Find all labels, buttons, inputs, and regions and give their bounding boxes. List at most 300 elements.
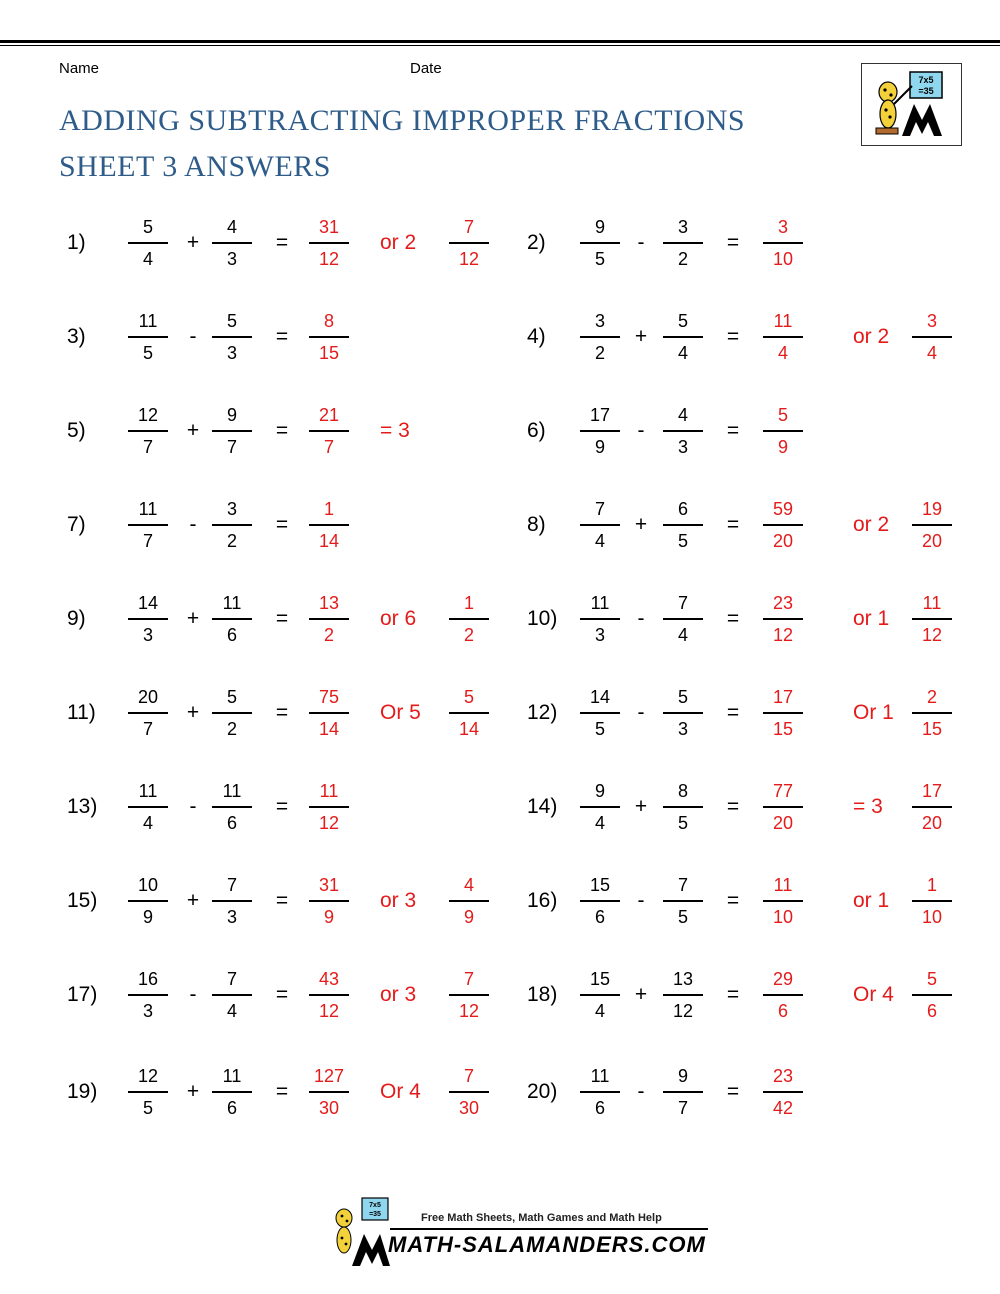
- footer-logo-text-bottom: =35: [369, 1211, 381, 1218]
- fraction-b: [663, 684, 703, 743]
- mixed-fraction-numerator: 17: [921, 781, 943, 801]
- answer-fraction-bar: [309, 430, 349, 432]
- fraction-b-numerator: 13: [672, 969, 694, 989]
- answer-fraction: [763, 402, 803, 461]
- equals-sign: =: [275, 513, 289, 536]
- answer-fraction-bar: [309, 806, 349, 808]
- fraction-b-denominator: 6: [226, 1098, 237, 1118]
- fraction-a-denominator: 5: [142, 1098, 153, 1118]
- fraction-a-numerator: 11: [590, 1066, 610, 1086]
- mixed-fraction: [449, 1063, 489, 1122]
- problem-20: [527, 1063, 967, 1123]
- fraction-b-denominator: 3: [677, 719, 688, 739]
- problem-number: 6): [527, 419, 546, 442]
- fraction-b-denominator: 2: [677, 249, 688, 269]
- answer-fraction-numerator: 29: [772, 969, 794, 989]
- equals-sign: =: [275, 325, 289, 348]
- mixed-fraction-denominator: 20: [921, 531, 943, 551]
- fraction-b-denominator: 7: [226, 437, 237, 457]
- fraction-a: [128, 1063, 168, 1122]
- fraction-a: [580, 590, 620, 649]
- fraction-a: [128, 214, 168, 273]
- fraction-b-denominator: 3: [677, 437, 688, 457]
- equals-sign: =: [275, 607, 289, 630]
- mixed-fraction-numerator: 7: [463, 969, 474, 989]
- operator: +: [186, 231, 200, 254]
- fraction-b-bar: [212, 712, 252, 714]
- fraction-a-denominator: 5: [594, 249, 605, 269]
- answer-fraction: [763, 778, 803, 837]
- answer-fraction-numerator: 31: [318, 875, 340, 895]
- fraction-b: [663, 308, 703, 367]
- mixed-number-prefix: or 2: [853, 513, 890, 536]
- problem-number: 9): [67, 607, 86, 630]
- mixed-fraction: [912, 872, 952, 931]
- fraction-a: [128, 778, 168, 837]
- operator: -: [637, 231, 645, 254]
- fraction-a-bar: [128, 430, 168, 432]
- mixed-fraction-numerator: 7: [463, 1066, 474, 1086]
- mixed-fraction: [449, 966, 489, 1025]
- answer-fraction-denominator: 2: [323, 625, 334, 645]
- fraction-a-bar: [580, 900, 620, 902]
- problem-number: 16): [527, 889, 558, 912]
- equals-sign: =: [726, 983, 740, 1006]
- fraction-a: [580, 214, 620, 273]
- fraction-b-bar: [663, 712, 703, 714]
- mixed-number-prefix: Or 5: [380, 701, 421, 724]
- answer-fraction: [763, 308, 803, 367]
- answer-fraction-numerator: 13: [318, 593, 340, 613]
- fraction-b-numerator: 4: [677, 405, 688, 425]
- mixed-fraction-bar: [912, 806, 952, 808]
- answer-fraction-bar: [309, 994, 349, 996]
- mixed-number-prefix: or 1: [853, 889, 890, 912]
- fraction-a-denominator: 7: [142, 719, 153, 739]
- operator: +: [186, 1080, 200, 1103]
- fraction-a: [128, 684, 168, 743]
- mixed-fraction: [449, 872, 489, 931]
- fraction-b: [212, 402, 252, 461]
- answer-fraction-bar: [309, 242, 349, 244]
- answer-fraction-numerator: 77: [772, 781, 794, 801]
- fraction-a-denominator: 4: [594, 1001, 605, 1021]
- mixed-fraction: [449, 684, 489, 743]
- fraction-b: [212, 590, 252, 649]
- mixed-fraction: [449, 590, 489, 649]
- mixed-fraction-denominator: 4: [926, 343, 937, 363]
- fraction-a-numerator: 11: [138, 499, 158, 519]
- problem-10: [527, 590, 967, 650]
- answer-fraction-bar: [309, 618, 349, 620]
- answer-fraction-denominator: 15: [318, 343, 340, 363]
- mixed-number-prefix: Or 4: [380, 1080, 421, 1103]
- mixed-fraction-numerator: 5: [463, 687, 474, 707]
- answer-fraction: [763, 496, 803, 555]
- date-label: Date: [410, 60, 442, 77]
- fraction-a-denominator: 6: [594, 907, 605, 927]
- fraction-b-numerator: 11: [222, 593, 242, 613]
- fraction-a-numerator: 9: [594, 217, 605, 237]
- answer-fraction-numerator: 3: [777, 217, 788, 237]
- fraction-a-numerator: 9: [594, 781, 605, 801]
- mixed-fraction-denominator: 10: [921, 907, 943, 927]
- fraction-b: [212, 872, 252, 931]
- fraction-a: [580, 1063, 620, 1122]
- answer-fraction-bar: [763, 336, 803, 338]
- mixed-fraction-numerator: 11: [922, 593, 942, 613]
- fraction-b: [663, 214, 703, 273]
- answer-fraction: [763, 872, 803, 931]
- equals-sign: =: [726, 889, 740, 912]
- top-rule: [0, 40, 1000, 43]
- fraction-a: [128, 966, 168, 1025]
- answer-fraction-bar: [763, 524, 803, 526]
- fraction-a: [128, 496, 168, 555]
- answer-fraction-numerator: 1: [323, 499, 334, 519]
- mixed-fraction: [912, 966, 952, 1025]
- fraction-b-numerator: 7: [677, 593, 688, 613]
- fraction-b-denominator: 3: [226, 249, 237, 269]
- fraction-a-numerator: 12: [137, 405, 159, 425]
- fraction-b: [663, 778, 703, 837]
- fraction-b-denominator: 4: [677, 343, 688, 363]
- answer-fraction: [763, 590, 803, 649]
- fraction-a-denominator: 7: [142, 437, 153, 457]
- problem-number: 10): [527, 607, 558, 630]
- fraction-b-denominator: 5: [677, 907, 688, 927]
- fraction-b-denominator: 2: [226, 531, 237, 551]
- top-rule-thin: [0, 45, 1000, 46]
- fraction-a: [580, 872, 620, 931]
- problem-number: 11): [67, 701, 96, 724]
- problem-number: 18): [527, 983, 558, 1006]
- mixed-number-prefix: or 6: [380, 607, 417, 630]
- operator: +: [186, 889, 200, 912]
- answer-fraction: [309, 778, 349, 837]
- problem-number: 12): [527, 701, 558, 724]
- mixed-fraction-bar: [449, 618, 489, 620]
- answer-fraction-numerator: 127: [313, 1066, 345, 1086]
- mixed-fraction: [449, 214, 489, 273]
- answer-fraction: [309, 1063, 349, 1122]
- answer-fraction-numerator: 11: [773, 311, 793, 331]
- answer-fraction: [763, 1063, 803, 1122]
- mixed-number-prefix: = 3: [853, 795, 883, 818]
- answer-fraction-numerator: 23: [772, 1066, 794, 1086]
- problem-13: [67, 778, 507, 838]
- mixed-fraction-bar: [912, 336, 952, 338]
- operator: -: [637, 419, 645, 442]
- mixed-fraction-bar: [912, 900, 952, 902]
- fraction-a: [128, 590, 168, 649]
- mixed-number-prefix: or 2: [380, 231, 417, 254]
- footer-rule: [390, 1228, 708, 1230]
- fraction-b: [663, 872, 703, 931]
- problem-1: [67, 214, 507, 274]
- fraction-b-bar: [663, 524, 703, 526]
- mixed-fraction: [912, 496, 952, 555]
- fraction-b-numerator: 4: [226, 217, 237, 237]
- mixed-fraction-denominator: 6: [926, 1001, 937, 1021]
- problem-9: [67, 590, 507, 650]
- fraction-a-denominator: 5: [142, 343, 153, 363]
- fraction-b-numerator: 9: [677, 1066, 688, 1086]
- fraction-b: [663, 496, 703, 555]
- mixed-fraction: [912, 308, 952, 367]
- answer-fraction-numerator: 23: [772, 593, 794, 613]
- answer-fraction-denominator: 4: [777, 343, 788, 363]
- answer-fraction-numerator: 59: [772, 499, 794, 519]
- fraction-a-bar: [128, 806, 168, 808]
- problem-3: [67, 308, 507, 368]
- page-subtitle: SHEET 3 ANSWERS: [59, 150, 331, 183]
- fraction-b-numerator: 7: [226, 875, 237, 895]
- answer-fraction-bar: [309, 1091, 349, 1093]
- mixed-fraction: [912, 590, 952, 649]
- fraction-b: [663, 402, 703, 461]
- answer-fraction: [309, 308, 349, 367]
- mixed-number-prefix: or 1: [853, 607, 890, 630]
- mixed-number-prefix: or 3: [380, 983, 417, 1006]
- fraction-b-numerator: 11: [222, 1066, 242, 1086]
- problem-7: [67, 496, 507, 556]
- answer-fraction-denominator: 14: [318, 531, 340, 551]
- fraction-a: [580, 778, 620, 837]
- operator: +: [186, 607, 200, 630]
- fraction-b-bar: [212, 994, 252, 996]
- equals-sign: =: [726, 795, 740, 818]
- fraction-a-numerator: 3: [594, 311, 605, 331]
- answer-fraction-bar: [763, 430, 803, 432]
- logo-text-top: 7x5: [918, 75, 934, 85]
- mixed-number-prefix: = 3: [380, 419, 410, 442]
- fraction-b-numerator: 5: [677, 311, 688, 331]
- fraction-b-bar: [212, 618, 252, 620]
- fraction-a: [128, 402, 168, 461]
- fraction-a-bar: [128, 900, 168, 902]
- answer-fraction-denominator: 12: [318, 249, 340, 269]
- fraction-b: [212, 778, 252, 837]
- page-title: ADDING SUBTRACTING IMPROPER FRACTIONS: [59, 104, 746, 137]
- fraction-b-bar: [663, 900, 703, 902]
- fraction-a-bar: [128, 618, 168, 620]
- fraction-b-numerator: 7: [677, 875, 688, 895]
- mixed-fraction-bar: [912, 618, 952, 620]
- mixed-fraction-denominator: 9: [463, 907, 474, 927]
- answer-fraction-denominator: 10: [772, 907, 794, 927]
- answer-fraction: [309, 496, 349, 555]
- answer-fraction-denominator: 12: [318, 813, 340, 833]
- mixed-fraction-denominator: 20: [921, 813, 943, 833]
- equals-sign: =: [726, 419, 740, 442]
- problem-number: 3): [67, 325, 86, 348]
- mixed-number-prefix: or 3: [380, 889, 417, 912]
- mixed-fraction-numerator: 1: [463, 593, 474, 613]
- fraction-a: [580, 966, 620, 1025]
- fraction-a: [128, 308, 168, 367]
- fraction-a-numerator: 7: [594, 499, 605, 519]
- fraction-b-bar: [212, 806, 252, 808]
- mixed-number-prefix: Or 4: [853, 983, 894, 1006]
- operator: -: [189, 795, 197, 818]
- fraction-b-denominator: 4: [677, 625, 688, 645]
- mixed-number-prefix: Or 1: [853, 701, 894, 724]
- fraction-b: [212, 1063, 252, 1122]
- fraction-a-denominator: 4: [142, 249, 153, 269]
- fraction-a-numerator: 12: [137, 1066, 159, 1086]
- fraction-b: [663, 1063, 703, 1122]
- problem-number: 8): [527, 513, 546, 536]
- fraction-b-denominator: 6: [226, 625, 237, 645]
- fraction-a-numerator: 16: [137, 969, 159, 989]
- fraction-a-numerator: 10: [137, 875, 159, 895]
- problem-16: [527, 872, 967, 932]
- answer-fraction-bar: [763, 618, 803, 620]
- equals-sign: =: [726, 1080, 740, 1103]
- answer-fraction-numerator: 31: [318, 217, 340, 237]
- fraction-a-numerator: 11: [590, 593, 610, 613]
- answer-fraction-numerator: 21: [318, 405, 340, 425]
- fraction-b-bar: [663, 806, 703, 808]
- fraction-b-numerator: 5: [226, 311, 237, 331]
- fraction-a-numerator: 15: [589, 969, 611, 989]
- fraction-a-numerator: 14: [589, 687, 611, 707]
- equals-sign: =: [275, 231, 289, 254]
- fraction-b-bar: [663, 1091, 703, 1093]
- answer-fraction-bar: [309, 900, 349, 902]
- mixed-fraction-denominator: 12: [921, 625, 943, 645]
- problem-18: [527, 966, 967, 1026]
- fraction-a-bar: [580, 1091, 620, 1093]
- operator: -: [189, 325, 197, 348]
- footer-logo-text-top: 7x5: [369, 1202, 381, 1209]
- fraction-b-numerator: 5: [226, 687, 237, 707]
- fraction-a-numerator: 11: [138, 781, 158, 801]
- mixed-fraction-denominator: 2: [463, 625, 474, 645]
- fraction-a-denominator: 6: [594, 1098, 605, 1118]
- fraction-a-bar: [580, 242, 620, 244]
- fraction-a-bar: [128, 1091, 168, 1093]
- answer-fraction-numerator: 8: [323, 311, 334, 331]
- operator: -: [637, 889, 645, 912]
- fraction-a-bar: [580, 430, 620, 432]
- mixed-fraction-bar: [912, 712, 952, 714]
- fraction-b-bar: [212, 336, 252, 338]
- problem-number: 7): [67, 513, 86, 536]
- mixed-fraction-denominator: 14: [458, 719, 480, 739]
- mixed-fraction-bar: [449, 242, 489, 244]
- equals-sign: =: [275, 701, 289, 724]
- answer-fraction-denominator: 20: [772, 813, 794, 833]
- fraction-b-bar: [663, 336, 703, 338]
- problem-8: [527, 496, 967, 556]
- mixed-fraction-bar: [449, 712, 489, 714]
- answer-fraction-denominator: 10: [772, 249, 794, 269]
- equals-sign: =: [726, 231, 740, 254]
- fraction-a-denominator: 3: [594, 625, 605, 645]
- fraction-b: [212, 684, 252, 743]
- problem-number: 2): [527, 231, 546, 254]
- answer-fraction-numerator: 5: [777, 405, 788, 425]
- fraction-a-denominator: 9: [594, 437, 605, 457]
- fraction-a: [128, 872, 168, 931]
- operator: +: [634, 795, 648, 818]
- problem-11: [67, 684, 507, 744]
- problem-number: 1): [67, 231, 86, 254]
- equals-sign: =: [726, 325, 740, 348]
- problem-number: 13): [67, 795, 98, 818]
- answer-fraction-numerator: 11: [319, 781, 339, 801]
- equals-sign: =: [726, 513, 740, 536]
- mixed-fraction-bar: [912, 994, 952, 996]
- answer-fraction-denominator: 6: [777, 1001, 788, 1021]
- fraction-a-bar: [128, 336, 168, 338]
- answer-fraction-denominator: 15: [772, 719, 794, 739]
- fraction-b-bar: [663, 242, 703, 244]
- fraction-b-bar: [663, 430, 703, 432]
- answer-fraction-bar: [309, 336, 349, 338]
- fraction-a-bar: [128, 994, 168, 996]
- problem-12: [527, 684, 967, 744]
- mixed-fraction-denominator: 12: [458, 249, 480, 269]
- answer-fraction-denominator: 14: [318, 719, 340, 739]
- footer-tagline: Free Math Sheets, Math Games and Math Help: [421, 1212, 662, 1224]
- operator: +: [186, 701, 200, 724]
- answer-fraction: [763, 214, 803, 273]
- fraction-a-denominator: 3: [142, 625, 153, 645]
- fraction-b: [212, 496, 252, 555]
- fraction-b-numerator: 7: [226, 969, 237, 989]
- answer-fraction-denominator: 30: [318, 1098, 340, 1118]
- logo-text-bottom: =35: [918, 86, 934, 96]
- equals-sign: =: [726, 701, 740, 724]
- fraction-a-numerator: 11: [138, 311, 158, 331]
- mixed-fraction-numerator: 7: [463, 217, 474, 237]
- fraction-b: [212, 966, 252, 1025]
- problem-14: [527, 778, 967, 838]
- answer-fraction-denominator: 42: [772, 1098, 794, 1118]
- mixed-fraction-bar: [449, 900, 489, 902]
- footer-salamander-icon: [326, 1196, 390, 1268]
- problem-4: [527, 308, 967, 368]
- fraction-b-bar: [663, 994, 703, 996]
- answer-fraction: [309, 402, 349, 461]
- salamander-logo: [861, 63, 962, 146]
- problem-number: 5): [67, 419, 86, 442]
- operator: +: [634, 983, 648, 1006]
- operator: -: [189, 983, 197, 1006]
- fraction-b-numerator: 6: [677, 499, 688, 519]
- mixed-fraction-denominator: 15: [921, 719, 943, 739]
- mixed-fraction-numerator: 1: [926, 875, 937, 895]
- footer-brand-link[interactable]: MATH-SALAMANDERS.COM: [388, 1232, 706, 1257]
- answer-fraction-numerator: 17: [772, 687, 794, 707]
- fraction-b-denominator: 7: [677, 1098, 688, 1118]
- answer-fraction: [763, 684, 803, 743]
- problem-19: [67, 1063, 507, 1123]
- problem-number: 17): [67, 983, 98, 1006]
- equals-sign: =: [275, 795, 289, 818]
- answer-fraction: [309, 684, 349, 743]
- answer-fraction-numerator: 43: [318, 969, 340, 989]
- answer-fraction-numerator: 11: [773, 875, 793, 895]
- answer-fraction-denominator: 7: [323, 437, 334, 457]
- fraction-a-denominator: 5: [594, 719, 605, 739]
- mixed-fraction-numerator: 4: [463, 875, 474, 895]
- fraction-b: [212, 308, 252, 367]
- answer-fraction-bar: [309, 524, 349, 526]
